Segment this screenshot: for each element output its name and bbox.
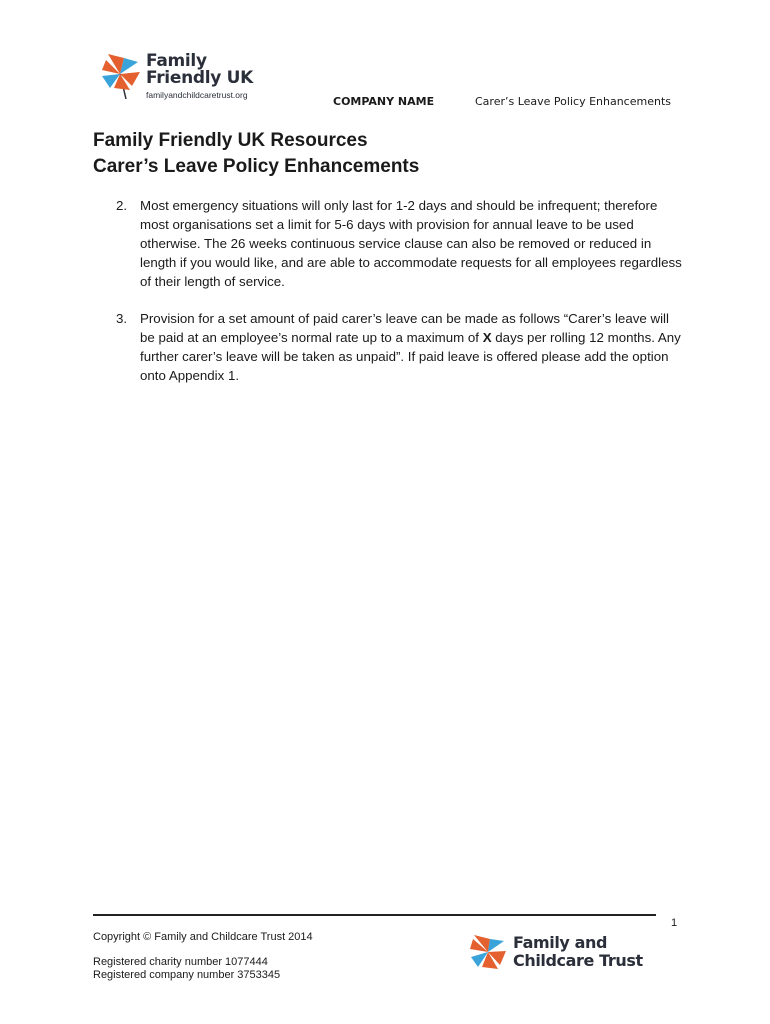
list-item-text [140,309,686,385]
pinwheel-icon [470,933,508,971]
pinwheel-icon [100,50,144,100]
footer-logo-line-1: Family and [513,933,608,952]
list-item-text-bold: X [482,330,492,345]
page-title [93,128,419,180]
list-item-text-after: days per rolling 12 months. Any further carer’s leave will be taken as unpaid”. If paid leave is offered please add the option onto Appendix 1. [140,330,681,383]
logo-line-1: Family [146,51,207,71]
list-item [116,196,686,291]
header-company-name: COMPANY NAME [333,95,435,108]
page-number: 1 [671,917,678,929]
footer-company-number: Registered company number 3753345 [93,969,281,981]
family-friendly-uk-logo [100,50,280,105]
list-item-text: Most emergency situations will only last for 1-2 days and should be infrequent; therefore most organisations set a limit for 5-6 days with provision for annual leave to be used otherwise. The 26 weeks continuous service clause can also be removed or reduced in length if you would like, and are able to accommodate requests for all employees regardless of their length of service. [140,198,682,289]
footer-text [93,931,313,982]
footer-charity-number: Registered charity number 1077444 [93,956,268,968]
list-item [116,309,686,385]
list-item-number: 2. [116,198,128,213]
list-item-number: 3. [116,311,128,326]
footer-logo-line-2: Childcare Trust [513,951,643,970]
logo-line-2: Friendly UK [146,68,254,88]
list-item-text-before: Provision for a set amount of paid carer’s leave can be made as follows “Carer’s leave will be paid at an employee’s normal rate up to a maximum of [140,311,669,345]
title-line-2: Carer’s Leave Policy Enhancements [93,156,420,177]
numbered-list [116,196,686,403]
title-line-1: Family Friendly UK Resources [93,130,368,151]
footer-divider [93,914,656,916]
footer-copyright: Copyright © Family and Childcare Trust 2014 [93,931,313,943]
logo-url: familyandchildcaretrust.org [146,90,248,100]
header-document-title: Carer’s Leave Policy Enhancements [475,95,671,108]
family-and-childcare-trust-logo [470,933,670,973]
